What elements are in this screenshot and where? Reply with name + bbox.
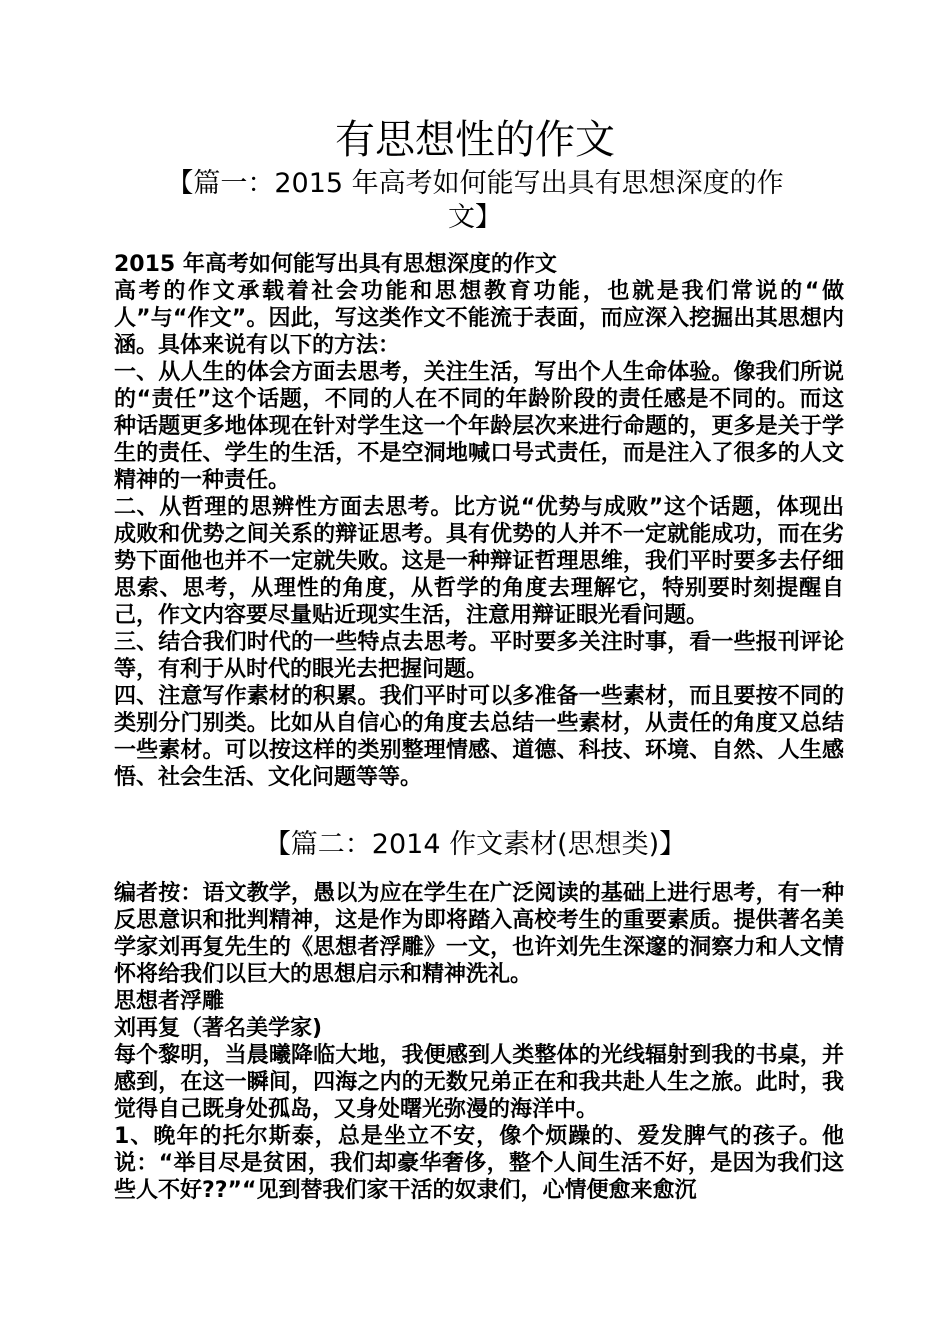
body-paragraph: 四、注意写作素材的积累。我们平时可以多准备一些素材，而且要按不同的类别分门别类。比如从自信心的角度去总结一些素材，从责任的角度又总结一些素材。可以按这样的类别整理情感、道德、科技、环境、自然、人生感悟、社会生活、文化问题等等。 [114,684,844,790]
body-paragraph: 一、从人生的体会方面去思考，关注生活，写出个人生命体验。像我们所说的“责任”这个话题，不同的人在不同的年龄阶段的责任感是不同的。而这种话题更多地体现在针对学生这一个年龄层次来进行命题的，更多是关于学生的责任、学生的生活，不是空洞地喊口号式责任，而是注入了很多的人文精神的一种责任。 [114,360,844,493]
article-title: 思想者浮雕 [114,989,225,1014]
section-1-heading: 【篇一：2015 年高考如何能写出具有思想深度的作文】 [166,168,784,233]
body-paragraph: 每个黎明，当晨曦降临大地，我便感到人类整体的光线辐射到我的书桌，并感到，在这一瞬间，四海之内的无数兄弟正在和我共赴人生之旅。此时，我觉得自己既身处孤岛，又身处曙光弥漫的海洋中。 [114,1043,844,1122]
body-paragraph: 高考的作文承载着社会功能和思想教育功能，也就是我们常说的“做人”与“作文”。因此，写这类作文不能流于表面，而应深入挖掘出其思想内涵。具体来说有以下的方法： [114,279,844,358]
body-paragraph: 二、从哲理的思辨性方面去思考。比方说“优势与成败”这个话题，体现出成败和优势之间关系的辩证思考。具有优势的人并不一定就能成功，而在劣势下面他也并不一定就失败。这是一种辩证哲理思维，我们平时要多去仔细思索、思考，从理性的角度，从哲学的角度去理解它，特别要时刻提醒自己，作文内容要尽量贴近现实生活，注意用辩证眼光看问题。 [114,495,844,628]
section-1-subtitle: 2015 年高考如何能写出具有思想深度的作文 [114,252,557,277]
body-paragraph: 三、结合我们时代的一些特点去思考。平时要多关注时事，看一些报刊评论等，有利于从时代的眼光去把握问题。 [114,630,844,682]
body-paragraph: 1、晚年的托尔斯泰，总是坐立不安，像个烦躁的、爱发脾气的孩子。他说：“举目尽是贫困，我们却豪华奢侈，整个人间生活不好，是因为我们这些人不好??”“见到替我们家干活的奴隶们，心情便愈来愈沉 [114,1124,844,1203]
document-title: 有思想性的作文 [335,117,615,163]
article-author: 刘再复（著名美学家) [114,1016,323,1041]
section-2-heading: 【篇二：2014 作文素材(思想类)】 [263,829,687,860]
section-1-body [114,251,844,791]
section-2-body [114,880,844,1204]
editor-note-paragraph: 编者按：语文教学，愚以为应在学生在广泛阅读的基础上进行思考，有一种反思意识和批判精神，这是作为即将踏入高校考生的重要素质。提供著名美学家刘再复先生的《思想者浮雕》一文，也许刘先生深邃的洞察力和人文情怀将给我们以巨大的思想启示和精神洗礼。 [114,881,844,987]
